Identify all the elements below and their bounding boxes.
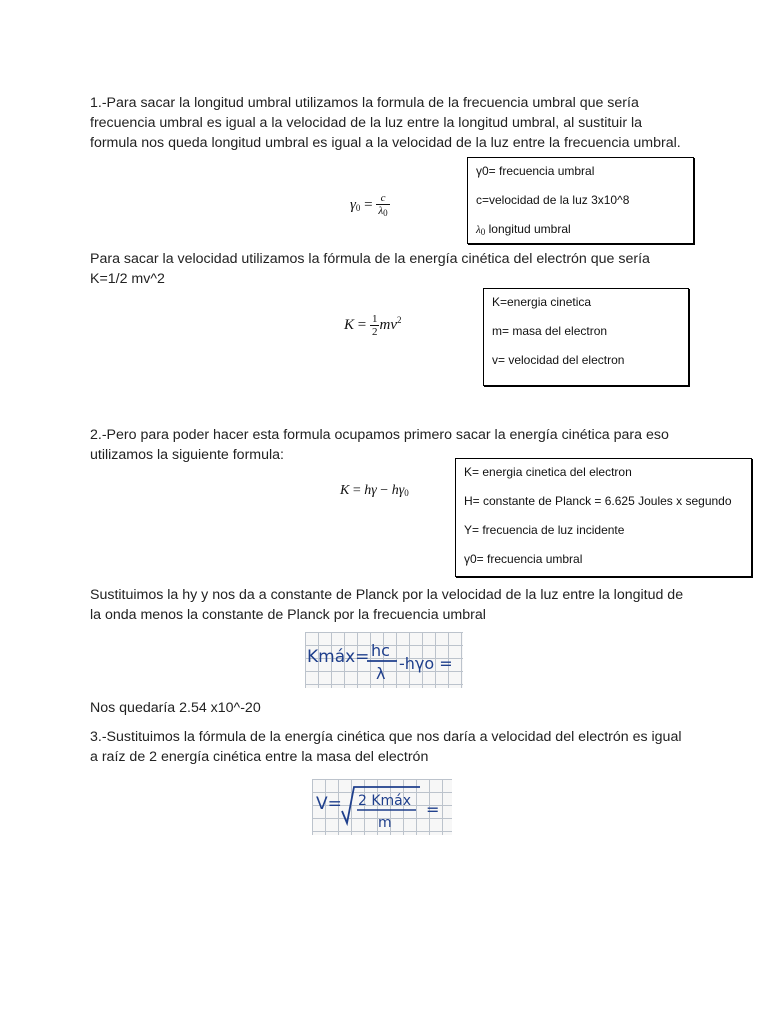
eq3-term-1: hγ: [364, 483, 377, 498]
eq2-rest: mv: [379, 316, 397, 333]
hw2-equals: =: [426, 800, 440, 819]
definitions-box-2: [483, 288, 689, 386]
hw2-v: V=: [316, 794, 342, 814]
eq1-fraction: [376, 192, 389, 219]
eq1-lhs-sub: 0: [355, 202, 361, 213]
handwritten-velocity-formula: [312, 779, 452, 835]
eq1-den-symbol: λ: [378, 205, 384, 217]
box2-line-2: m= masa del electron: [492, 324, 608, 338]
hw1-rest: -hγo =: [399, 654, 453, 673]
eq1-denominator: [376, 205, 389, 219]
definitions-box-1: [467, 157, 694, 244]
handwritten-kmax-drawing: [305, 632, 463, 688]
eq1-lhs: γ: [350, 196, 356, 213]
box3-line-3: Y= frecuencia de luz incidente: [464, 523, 625, 537]
eq3-term-2: hγ: [391, 483, 405, 498]
eq3-lhs: K: [340, 483, 350, 498]
box1-lambda-sub: 0: [480, 227, 486, 237]
hw1-denominator: λ: [376, 664, 386, 683]
hw2-denominator: m: [378, 815, 392, 831]
box1-lambda-symbol: λ: [476, 224, 481, 236]
paragraph-2: Para sacar la velocidad utilizamos la fórmula de la energía cinética del electrón que sería K=1/2 mv^2: [90, 251, 650, 287]
definitions-box-3: [455, 458, 752, 577]
box1-line-1: γ0= frecuencia umbral: [476, 164, 595, 178]
paragraph-1: 1.-Para sacar la longitud umbral utilizamos la formula de la frecuencia umbral que sería frecuencia umbral es igual a la velocidad de la luz entre la longitud umbral, al sustituir la formula nos queda longitud umbral es igual a la velocidad de la luz entre la frecuencia umbral.: [90, 95, 681, 151]
eq2-lhs: K: [344, 316, 355, 333]
equation-threshold-frequency: [350, 192, 390, 219]
eq2-numerator: 1: [371, 313, 378, 325]
eq1-den-sub: 0: [383, 208, 388, 218]
box1-line-3-text: longitud umbral: [488, 222, 571, 236]
handwritten-velocity-drawing: [312, 779, 452, 835]
equation-photoelectric: [340, 483, 409, 499]
hw2-numerator: 2 Kmáx: [358, 793, 412, 809]
paragraph-5: Nos quedaría 2.54 x10^-20: [90, 700, 261, 716]
eq2-denominator: 2: [371, 326, 378, 338]
box2-line-1: K=energia cinetica: [492, 295, 592, 309]
box2-line-3: v= velocidad del electron: [492, 353, 625, 367]
eq3-minus: −: [380, 483, 389, 498]
eq2-rest-sup: 2: [396, 314, 402, 325]
box1-line-3: [476, 222, 571, 237]
paragraph-4: Sustituimos la hy y nos da a constante de Planck por la velocidad de la luz entre la longitud de la onda menos la constante de Planck por la frecuencia umbral: [90, 587, 684, 623]
eq3-equals: =: [352, 483, 361, 498]
handwritten-kmax-formula: [305, 632, 463, 688]
paragraph-6: 3.-Sustituimos la fórmula de la energía cinética que nos daría a velocidad del electrón es igual a raíz de 2 energía cinética entre la masa del electrón: [90, 729, 682, 765]
eq2-equals: =: [357, 316, 367, 333]
box1-line-2: c=velocidad de la luz 3x10^8: [476, 193, 630, 207]
eq1-numerator: c: [376, 192, 389, 205]
box3-line-2: H= constante de Planck = 6.625 Joules x segundo: [464, 494, 732, 508]
box3-line-4: γ0= frecuencia umbral: [464, 552, 583, 566]
paragraph-3: 2.-Pero para poder hacer esta formula ocupamos primero sacar la energía cinética para eso utilizamos la siguiente formula:: [90, 427, 669, 463]
box3-line-1: K= energia cinetica del electron: [464, 465, 632, 479]
hw1-numerator: hc: [371, 641, 390, 660]
equation-kinetic-energy: [344, 313, 401, 338]
hw1-kmax: Kmáx=: [307, 647, 370, 667]
eq3-term-2-sub: 0: [404, 488, 409, 498]
eq1-equals: =: [364, 196, 373, 213]
